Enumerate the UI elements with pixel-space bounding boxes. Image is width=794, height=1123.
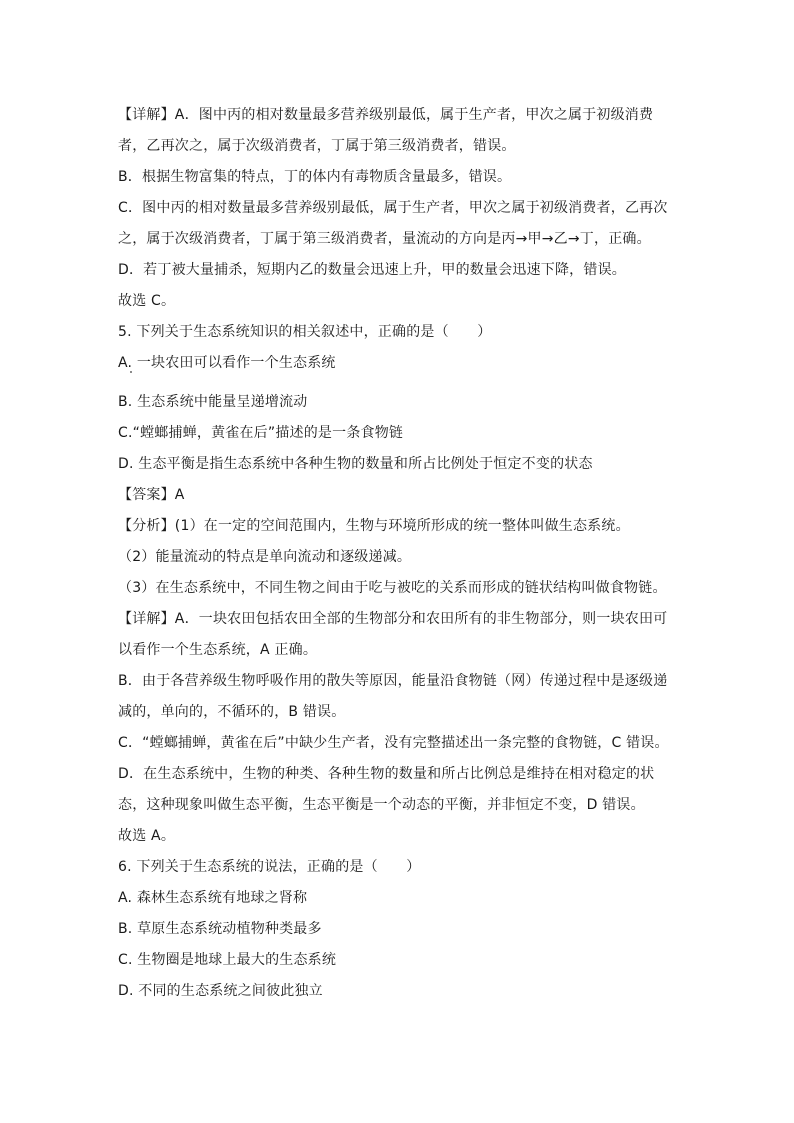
explanation-line: D．在生态系统中，生物的种类、各种生物的数量和所占比例总是维持在相对稳定的状 [118, 766, 655, 782]
document-body [118, 100, 678, 1007]
question-5-option-a: A. 一块农田可以看作一个生态系统 [118, 355, 336, 371]
question-6-option-b: B. 草原生态系统动植物种类最多 [118, 921, 322, 937]
explanation-line: 减的，单向的，不循环的，B 错误。 [118, 704, 346, 720]
explanation-line: B．根据生物富集的特点，丁的体内有毒物质含量最多，错误。 [118, 169, 512, 185]
question-5-option-c: C.“螳螂捕蝉，黄雀在后”描述的是一条食物链 [118, 425, 404, 441]
answer-choice-line: 故选 C。 [118, 293, 176, 309]
question-5-option-d: D. 生态平衡是指生态系统中各种生物的数量和所占比例处于恒定不变的状态 [118, 456, 593, 472]
explanation-line: C．“螳螂捕蝉，黄雀在后”中缺少生产者，没有完整描述出一条完整的食物链，C 错误。 [118, 735, 669, 751]
explanation-line: 以看作一个生态系统，A 正确。 [118, 642, 318, 658]
question-5-option-b: B. 生态系统中能量呈递增流动 [118, 394, 308, 410]
analysis-line: （3）在生态系统中，不同生物之间由于吃与被吃的关系而形成的链状结构叫做食物链。 [118, 580, 667, 596]
explanation-line: D．若丁被大量捕杀，短期内乙的数量会迅速上升，甲的数量会迅速下降，错误。 [118, 262, 626, 278]
question-6-option-d: D. 不同的生态系统之间彼此独立 [118, 983, 323, 999]
question-6-stem: 6. 下列关于生态系统的说法，正确的是（ ） [118, 859, 421, 875]
explanation-line: C．图中丙的相对数量最多营养级别最低，属于生产者，甲次之属于初级消费者，乙再次 [118, 200, 668, 216]
explanation-line: 【详解】A．一块农田包括农田全部的生物部分和农田所有的非生物部分，则一块农田可 [118, 611, 668, 627]
analysis-line: 【分析】(1）在一定的空间范围内，生物与环境所形成的统一整体叫做生态系统。 [118, 518, 630, 534]
question-5-stem: 5. 下列关于生态系统知识的相关叙述中，正确的是（ ） [118, 324, 492, 340]
explanation-line: 者，乙再次之，属于次级消费者，丁属于第三级消费者，错误。 [118, 138, 516, 154]
analysis-line: （2）能量流动的特点是单向流动和逐级递减。 [118, 549, 412, 565]
spacer [118, 379, 678, 387]
explanation-line: 态，这种现象叫做生态平衡，生态平衡是一个动态的平衡，并非恒定不变，D 错误。 [118, 797, 645, 813]
explanation-line: 之，属于次级消费者，丁属于第三级消费者，量流动的方向是丙→甲→乙→丁，正确。 [118, 231, 651, 247]
question-5-answer: 【答案】A [118, 487, 185, 503]
question-6-option-c: C. 生物圈是地球上最大的生态系统 [118, 952, 337, 968]
answer-choice-line: 故选 A。 [118, 828, 176, 844]
stray-dot-mark [130, 371, 132, 373]
explanation-line: 【详解】A．图中丙的相对数量最多营养级别最低，属于生产者，甲次之属于初级消费 [118, 107, 654, 123]
explanation-line: B．由于各营养级生物呼吸作用的散失等原因，能量沿食物链（网）传递过程中是逐级递 [118, 673, 668, 689]
question-6-option-a: A. 森林生态系统有地球之肾称 [118, 890, 308, 906]
